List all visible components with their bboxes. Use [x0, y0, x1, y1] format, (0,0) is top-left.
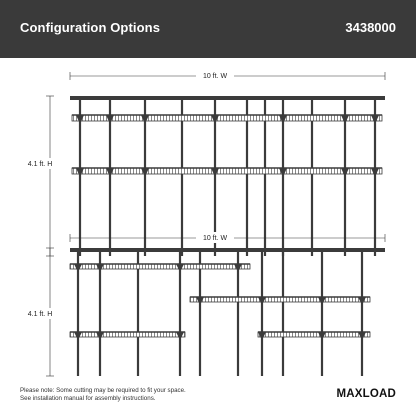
installation-note	[20, 387, 280, 402]
bottom-rail	[70, 248, 385, 252]
page-title: Configuration Options	[20, 20, 161, 35]
bottom-height-label: 4.1 ft. H	[27, 311, 53, 318]
product-sku: 3438000	[345, 20, 396, 35]
brand-prefix: MAX	[336, 388, 363, 400]
bottom-lower-left-shelf	[70, 332, 185, 337]
bottom-middle-right-shelf	[190, 297, 370, 302]
header-bar	[0, 0, 416, 58]
bottom-uprights	[78, 252, 362, 376]
bottom-width-label: 10 ft. W	[202, 235, 228, 242]
top-upper-shelf	[72, 115, 382, 121]
top-lower-shelf	[72, 168, 382, 174]
top-width-label: 10 ft. W	[202, 73, 228, 80]
brand-logo	[336, 388, 396, 400]
configuration-diagram	[0, 58, 416, 386]
note-line-2: See installation manual for assembly instructions.	[20, 394, 156, 402]
note-line-1: Please note: Some cutting may be required to fit your space.	[20, 387, 186, 394]
bottom-lower-right-shelf	[258, 332, 370, 337]
top-rail	[70, 96, 385, 100]
brand-suffix: LOAD	[362, 388, 396, 400]
config-bottom	[20, 232, 385, 376]
config-top	[22, 70, 385, 256]
top-height-label: 4.1 ft. H	[27, 161, 53, 168]
